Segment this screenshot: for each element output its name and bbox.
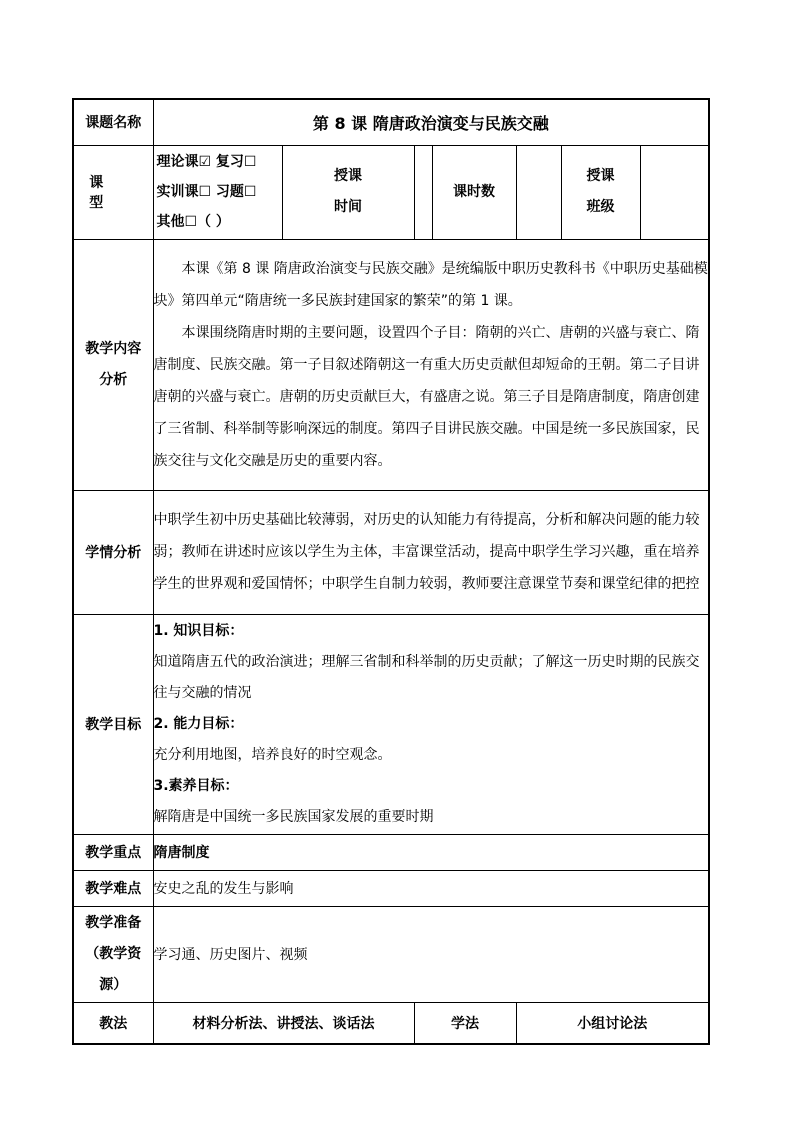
class-label-line-1: 授课 [586,168,615,184]
teach-time-label-line-2: 时间 [334,199,362,215]
type-options-line-1: 理论课☑ 复习☐ [156,154,257,170]
lesson-plan-table [72,98,710,1045]
method-value: 材料分析法、讲授法、谈话法 [153,1002,414,1044]
key-label: 教学重点 [73,834,153,870]
content-analysis [153,239,709,490]
content-paragraph-1: 本课《第 8 课 隋唐政治演变与民族交融》是统编版中职历史教科书《中职历史基础模块》第四单元“隋唐统一多民族封建国家的繁荣”的第 1 课。 [153,260,708,309]
type-options [153,145,282,239]
ability-goal-text: 充分利用地图，培养良好的时空观念。 [153,746,392,763]
type-label [73,145,153,239]
study-value: 小组讨论法 [516,1002,709,1044]
lesson-title: 第 8 课 隋唐政治演变与民族交融 [153,99,709,145]
content-row [73,239,709,490]
class-label-line-2: 班级 [586,199,615,215]
teach-time-label [282,145,414,239]
prep-label-line-1: 教学准备 [85,914,142,931]
knowledge-goal-heading: 1. 知识目标： [153,622,244,639]
student-label: 学情分析 [73,490,153,614]
content-paragraph-2: 本课围绕隋唐时期的主要问题，设置四个子目：隋朝的兴亡、唐朝的兴盛与衰亡、隋唐制度、民族交融。第一子目叙述隋朝这一有重大历史贡献但却短命的王朝。第二子目讲唐朝的兴盛与衰亡。唐朝的历史贡献巨大，有盛唐之说。第三子目是隋唐制度，隋唐创建了三省制、科举制等影响深远的制度。第四子目讲民族交融。中国是统一多民族国家，民族交往与文化交融是历史的重要内容。 [153,324,700,469]
literacy-goal-heading: 3.素养目标： [153,777,239,794]
prep-value: 学习通、历史图片、视频 [153,906,709,1002]
goals-content [153,614,709,834]
class-label [561,145,640,239]
prep-row [73,906,709,1002]
student-analysis: 中职学生初中历史基础比较薄弱，对历史的认知能力有待提高，分析和解决问题的能力较弱；教师在讲述时应该以学生为主体，丰富课堂活动，提高中职学生学习兴趣，重在培养学生的世界观和爱国情怀；中职学生自制力较弱，教师要注意课堂节奏和课堂纪律的把控 [153,490,709,614]
prep-label-line-3: 源） [99,976,128,993]
study-label: 学法 [414,1002,516,1044]
knowledge-goal-text: 知道隋唐五代的政治演进；理解三省制和科举制的历史贡献；了解这一历史时期的民族交往与交融的情况 [153,653,700,701]
difficulty-value: 安史之乱的发生与影响 [153,870,709,906]
key-value: 隋唐制度 [153,834,709,870]
method-row [73,1002,709,1044]
difficulty-label: 教学难点 [73,870,153,906]
goals-label: 教学目标 [73,614,153,834]
content-label [73,239,153,490]
type-label-text: 课 型 [89,175,138,211]
ability-goal-heading: 2. 能力目标： [153,715,244,732]
type-row [73,145,709,239]
teach-time-value [414,145,432,239]
type-options-line-3: 其他☐（ ） [156,214,230,230]
literacy-goal-text: 解隋唐是中国统一多民族国家发展的重要时期 [153,808,434,825]
method-label: 教法 [73,1002,153,1044]
teach-time-label-line-1: 授课 [334,168,362,184]
prep-label-line-2: （教学资 [85,945,142,962]
type-options-line-2: 实训课☐ 习题☐ [156,184,257,200]
hours-label: 课时数 [432,145,516,239]
difficulty-row [73,870,709,906]
content-label-line-2: 分析 [99,371,128,388]
title-row [73,99,709,145]
content-label-line-1: 教学内容 [85,340,142,357]
goals-row [73,614,709,834]
prep-label [73,906,153,1002]
hours-value [516,145,561,239]
title-label: 课题名称 [73,99,153,145]
student-row [73,490,709,614]
key-row [73,834,709,870]
class-value [640,145,709,239]
